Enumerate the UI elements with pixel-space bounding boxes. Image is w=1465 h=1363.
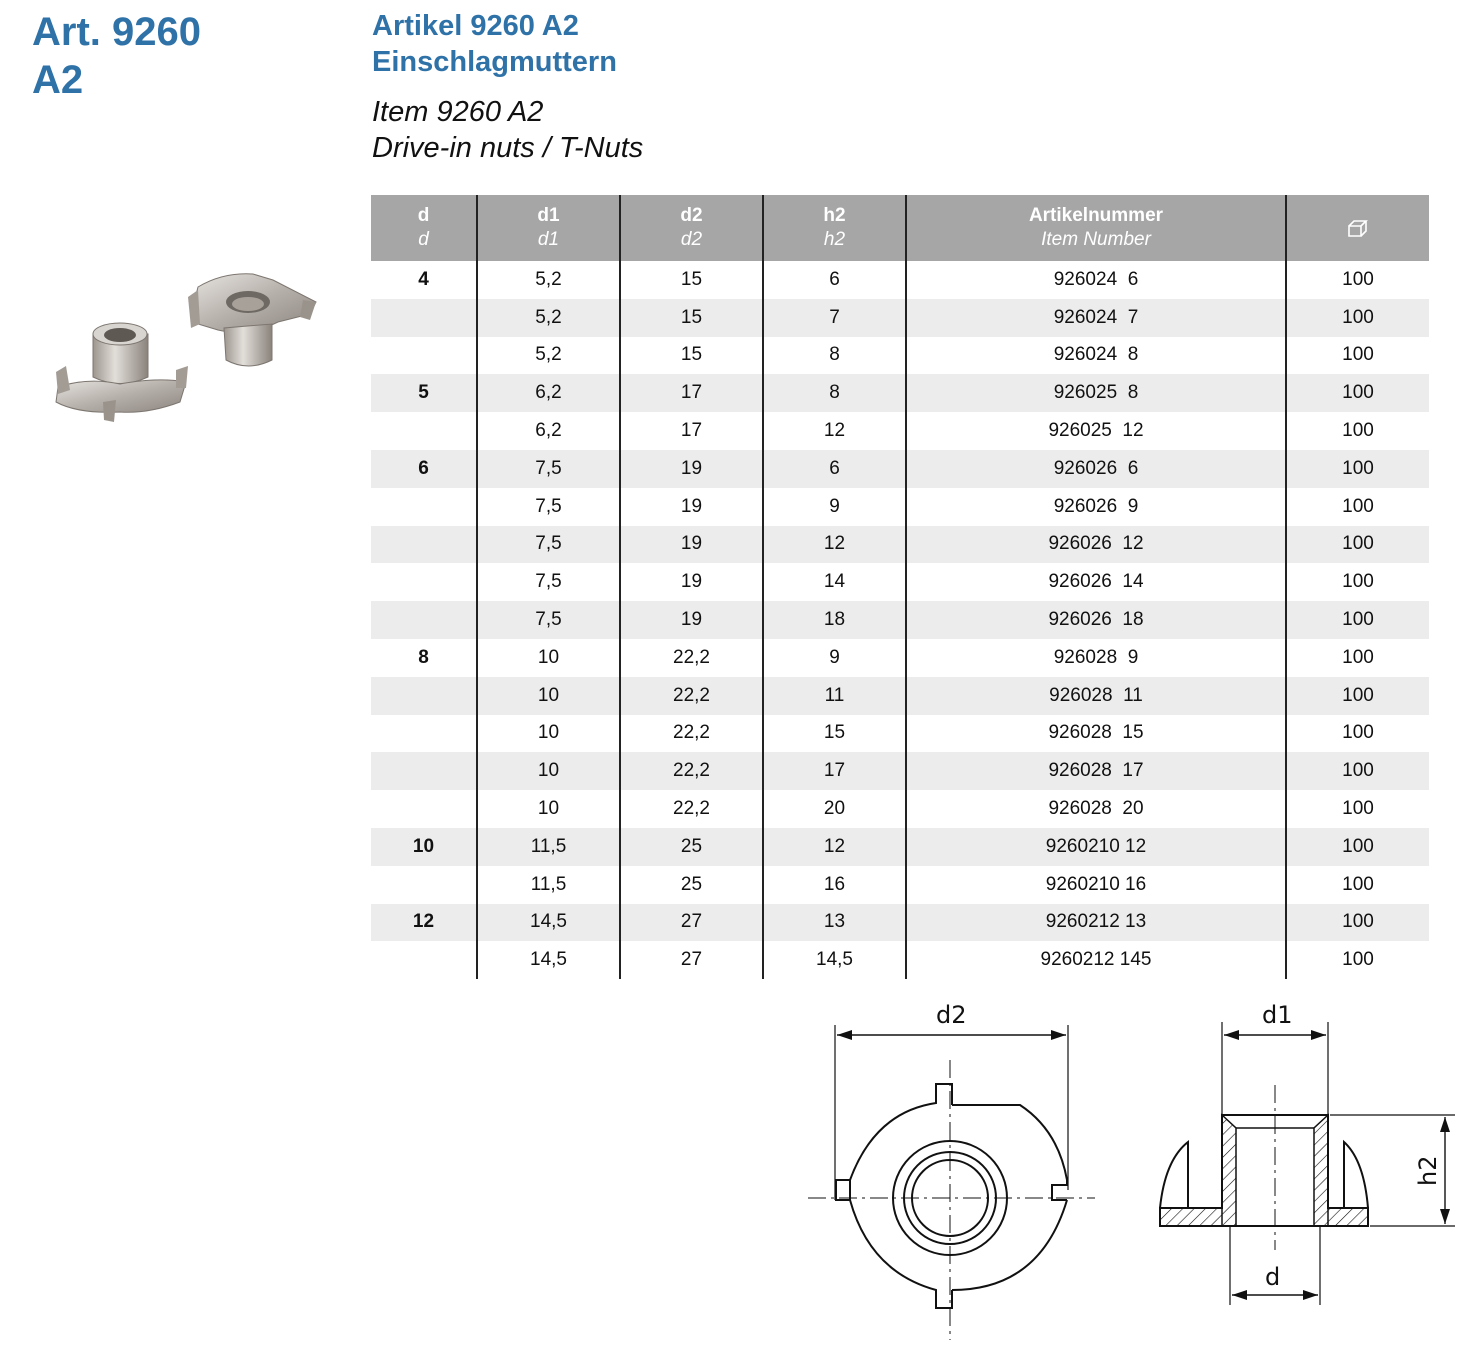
cell-d2: 17 bbox=[620, 374, 763, 412]
cell-h2: 20 bbox=[763, 790, 906, 828]
cell-d bbox=[371, 790, 477, 828]
cell-qty: 100 bbox=[1342, 949, 1374, 971]
cell-d1: 11,5 bbox=[477, 828, 620, 866]
label-d2: d2 bbox=[936, 1001, 967, 1029]
cell-d2: 17 bbox=[620, 412, 763, 450]
cell-d: 5 bbox=[371, 374, 477, 412]
cell-item: 926028 9 bbox=[906, 639, 1286, 677]
cell-h2: 14 bbox=[763, 563, 906, 601]
cell-d2: 19 bbox=[620, 450, 763, 488]
heading-english-line2: Drive-in nuts / T-Nuts bbox=[372, 132, 644, 164]
cell-d2: 19 bbox=[620, 526, 763, 564]
package-icon bbox=[1347, 218, 1369, 238]
cell-d: 8 bbox=[371, 639, 477, 677]
cell-d bbox=[371, 563, 477, 601]
cell-item: 9260210 16 bbox=[906, 866, 1286, 904]
label-h2: h2 bbox=[1414, 1155, 1442, 1186]
cell-qty: 100 bbox=[1286, 526, 1429, 564]
cell-d2: 22,2 bbox=[620, 639, 763, 677]
side-view-drawing bbox=[1160, 1001, 1455, 1305]
header-item-number: Artikelnummer Item Number bbox=[906, 195, 1286, 261]
table-row bbox=[371, 412, 1429, 450]
cell-h2: 17 bbox=[763, 752, 906, 790]
cell-d bbox=[371, 941, 477, 979]
cell-h2: 9 bbox=[763, 639, 906, 677]
cell-d bbox=[371, 866, 477, 904]
cell-item: 9260212 13 bbox=[906, 904, 1286, 942]
cell-item: 926026 9 bbox=[906, 488, 1286, 526]
article-title-line2: A2 bbox=[32, 58, 84, 102]
cell-h2: 6 bbox=[763, 261, 906, 299]
product-photo bbox=[48, 262, 328, 432]
cell-qty: 100 bbox=[1286, 904, 1429, 942]
header-d2: d2 d2 bbox=[620, 195, 763, 261]
cell-qty: 100 bbox=[1286, 677, 1429, 715]
cell-d bbox=[371, 677, 477, 715]
cell-qty: 100 bbox=[1342, 798, 1374, 820]
cell-item: 926024 8 bbox=[906, 337, 1286, 375]
cell-d bbox=[371, 752, 477, 790]
cell-qty: 100 bbox=[1286, 374, 1429, 412]
cell-qty: 100 bbox=[1286, 601, 1429, 639]
article-title-line1: Art. 9260 bbox=[32, 10, 201, 54]
cell-qty: 100 bbox=[1342, 722, 1374, 744]
cell-d2: 22,2 bbox=[620, 752, 763, 790]
cell-d bbox=[371, 299, 477, 337]
cell-h2: 13 bbox=[763, 904, 906, 942]
cell-d: 6 bbox=[371, 450, 477, 488]
table-row bbox=[371, 941, 1429, 979]
cell-d bbox=[371, 715, 477, 753]
cell-item: 926025 8 bbox=[906, 374, 1286, 412]
cell-h2: 8 bbox=[763, 374, 906, 412]
cell-qty: 100 bbox=[1342, 344, 1374, 366]
cell-item: 926028 17 bbox=[906, 752, 1286, 790]
cell-d1: 10 bbox=[477, 752, 620, 790]
top-view-drawing bbox=[808, 1001, 1095, 1340]
cell-h2: 16 bbox=[763, 866, 906, 904]
heading-english bbox=[372, 94, 643, 166]
cell-d2: 15 bbox=[620, 337, 763, 375]
cell-item: 926026 12 bbox=[906, 526, 1286, 564]
header-d1: d1 d1 bbox=[477, 195, 620, 261]
cell-qty: 100 bbox=[1286, 450, 1429, 488]
table-row bbox=[371, 261, 1429, 299]
cell-item: 926026 6 bbox=[906, 450, 1286, 488]
table-row bbox=[371, 677, 1429, 715]
cell-d1: 11,5 bbox=[477, 866, 620, 904]
cell-h2: 12 bbox=[763, 828, 906, 866]
cell-item: 926028 11 bbox=[906, 677, 1286, 715]
cell-qty: 100 bbox=[1342, 646, 1374, 668]
cell-qty: 100 bbox=[1342, 571, 1374, 593]
cell-d1: 6,2 bbox=[477, 412, 620, 450]
label-d: d bbox=[1265, 1263, 1281, 1291]
cell-d1: 14,5 bbox=[477, 904, 620, 942]
cell-d1: 7,5 bbox=[477, 563, 620, 601]
table-row bbox=[371, 828, 1429, 866]
cell-d1: 7,5 bbox=[477, 526, 620, 564]
cell-d1: 7,5 bbox=[477, 488, 620, 526]
cell-item: 926026 14 bbox=[906, 563, 1286, 601]
cell-d2: 27 bbox=[620, 904, 763, 942]
cell-d: 4 bbox=[371, 261, 477, 299]
cell-h2: 15 bbox=[763, 715, 906, 753]
table-row bbox=[371, 563, 1429, 601]
cell-d2: 15 bbox=[620, 299, 763, 337]
label-d1: d1 bbox=[1262, 1001, 1293, 1029]
table-row bbox=[371, 601, 1429, 639]
cell-item: 926024 7 bbox=[906, 299, 1286, 337]
technical-drawing bbox=[790, 990, 1460, 1360]
cell-d bbox=[371, 337, 477, 375]
t-nut-photo-left bbox=[56, 323, 188, 422]
cell-d1: 14,5 bbox=[477, 941, 620, 979]
table-row bbox=[371, 488, 1429, 526]
table-row bbox=[371, 639, 1429, 677]
cell-item: 926025 12 bbox=[906, 412, 1286, 450]
cell-d1: 10 bbox=[477, 677, 620, 715]
cell-h2: 7 bbox=[763, 299, 906, 337]
cell-d2: 27 bbox=[620, 941, 763, 979]
heading-german bbox=[372, 8, 617, 80]
table-row bbox=[371, 374, 1429, 412]
table-row bbox=[371, 790, 1429, 828]
cell-qty: 100 bbox=[1342, 873, 1374, 895]
cell-d1: 10 bbox=[477, 790, 620, 828]
cell-d2: 19 bbox=[620, 563, 763, 601]
cell-h2: 11 bbox=[763, 677, 906, 715]
cell-h2: 12 bbox=[763, 526, 906, 564]
cell-d: 10 bbox=[371, 828, 477, 866]
cell-d2: 19 bbox=[620, 601, 763, 639]
table-row bbox=[371, 299, 1429, 337]
cell-d2: 15 bbox=[620, 261, 763, 299]
cell-h2: 8 bbox=[763, 337, 906, 375]
cell-d2: 25 bbox=[620, 828, 763, 866]
header-d: d d bbox=[371, 195, 477, 261]
cell-d1: 10 bbox=[477, 715, 620, 753]
cell-qty: 100 bbox=[1286, 752, 1429, 790]
header-package bbox=[1286, 195, 1429, 261]
cell-d bbox=[371, 601, 477, 639]
header-h2: h2 h2 bbox=[763, 195, 906, 261]
cell-qty: 100 bbox=[1286, 299, 1429, 337]
cell-item: 9260210 12 bbox=[906, 828, 1286, 866]
cell-h2: 6 bbox=[763, 450, 906, 488]
cell-d1: 6,2 bbox=[477, 374, 620, 412]
cell-d: 12 bbox=[371, 904, 477, 942]
cell-d2: 22,2 bbox=[620, 715, 763, 753]
cell-h2: 12 bbox=[763, 412, 906, 450]
specification-table bbox=[371, 195, 1429, 979]
cell-d1: 5,2 bbox=[477, 299, 620, 337]
cell-d1: 5,2 bbox=[477, 337, 620, 375]
cell-h2: 14,5 bbox=[763, 941, 906, 979]
table-row bbox=[371, 337, 1429, 375]
table-row bbox=[371, 752, 1429, 790]
heading-german-line1: Artikel 9260 A2 bbox=[372, 10, 579, 42]
heading-german-line2: Einschlagmuttern bbox=[372, 46, 617, 78]
cell-d2: 19 bbox=[620, 488, 763, 526]
t-nut-photo-right bbox=[188, 274, 316, 366]
cell-qty: 100 bbox=[1342, 268, 1374, 290]
cell-item: 926028 20 bbox=[906, 790, 1286, 828]
cell-item: 9260212 145 bbox=[906, 941, 1286, 979]
table-row bbox=[371, 715, 1429, 753]
cell-item: 926024 6 bbox=[906, 261, 1286, 299]
cell-item: 926026 18 bbox=[906, 601, 1286, 639]
cell-d bbox=[371, 488, 477, 526]
cell-h2: 18 bbox=[763, 601, 906, 639]
cell-d1: 7,5 bbox=[477, 601, 620, 639]
table-row bbox=[371, 866, 1429, 904]
cell-d2: 22,2 bbox=[620, 677, 763, 715]
table-row bbox=[371, 526, 1429, 564]
article-title bbox=[32, 8, 201, 104]
table-row bbox=[371, 904, 1429, 942]
cell-item: 926028 15 bbox=[906, 715, 1286, 753]
cell-d1: 5,2 bbox=[477, 261, 620, 299]
cell-d1: 10 bbox=[477, 639, 620, 677]
cell-qty: 100 bbox=[1342, 495, 1374, 517]
table-row bbox=[371, 450, 1429, 488]
cell-d1: 7,5 bbox=[477, 450, 620, 488]
heading-english-line1: Item 9260 A2 bbox=[372, 96, 544, 128]
table-header-row bbox=[371, 195, 1429, 261]
cell-h2: 9 bbox=[763, 488, 906, 526]
cell-d bbox=[371, 412, 477, 450]
cell-d bbox=[371, 526, 477, 564]
cell-qty: 100 bbox=[1342, 420, 1374, 442]
cell-d2: 25 bbox=[620, 866, 763, 904]
cell-d2: 22,2 bbox=[620, 790, 763, 828]
cell-qty: 100 bbox=[1286, 828, 1429, 866]
